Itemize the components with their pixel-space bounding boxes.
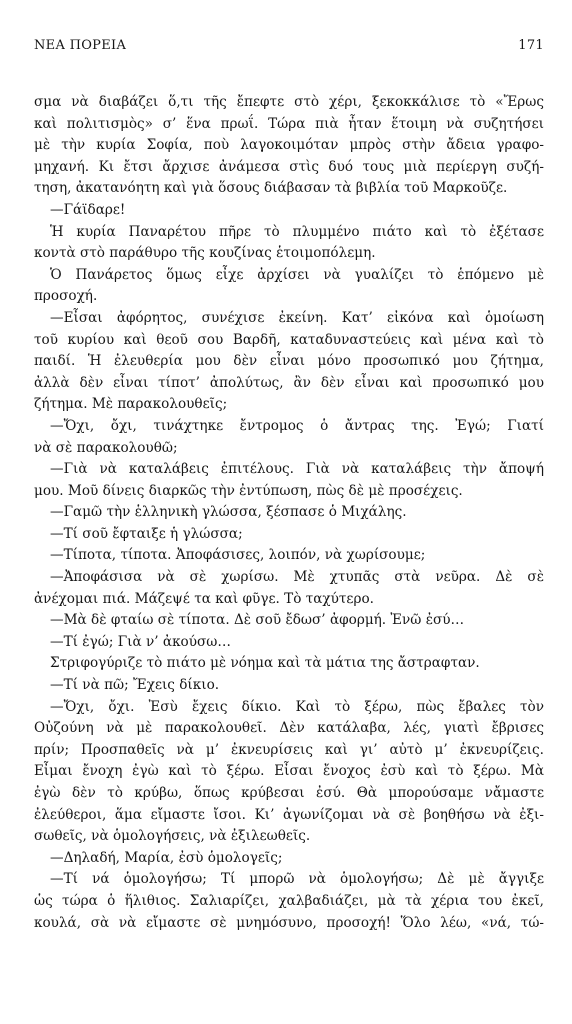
text-line: —Γάϊδαρε! [50,201,126,218]
text-line: Εἶμαι ἔνοχη ἐγὼ καὶ τὸ ξέρω. Εἶσαι ἔνοχος ἐσὺ καὶ τὸ ξέρω. Μὰ [34,763,544,780]
text-line: —Τί ἐγώ; Γιὰ ν’ ἀκούσω… [50,633,231,650]
text-line: κοντὰ στὸ παράθυρο τῆς κουζίνας ἑτοιμοπόλεμη. [34,245,376,262]
page-number: 171 [518,38,544,53]
text-line: —Μὰ δὲ φταίω σὲ τίποτα. Δὲ σοῦ ἔδωσ’ ἀφορμή. Ἐνῶ ἐσύ… [50,612,465,629]
text-line: —Τί νά ὁμολογήσω; Τί μπορῶ νὰ ὁμολογήσω; Δὲ μὲ ἄγγιξε [50,871,544,888]
text-line: ἐλεύθεροι, ἅμα εἴμαστε ἴσοι. Κι’ ἀγωνίζομαι νὰ σὲ βοηθήσω νὰ ἐξι- [34,806,544,823]
text-line: —Ἀποφάσισα νὰ σὲ χωρίσω. Μὲ χτυπᾶς στὰ νεῦρα. Δὲ σὲ [50,569,544,586]
text-line: πρίν; Προσπαθεῖς νὰ μ’ ἐκνευρίσεις καὶ γι’ αὐτὸ μ’ ἐκνευρίζεις. [34,741,544,758]
text-line: μηχανή. Κι ἔτσι ἄρχισε ἀνάμεσα στὶς δυό τους μιὰ περίεργη συζή- [34,158,544,175]
text-line: —Τί νὰ πῶ; Ἔχεις δίκιο. [50,677,220,694]
text-line: ἀνέχομαι πιά. Μάζεψέ τα καὶ φῦγε. Τὸ ταχύτερο. [34,590,374,607]
text-line: —Ὄχι, ὄχι. Ἐσὺ ἔχεις δίκιο. Καὶ τὸ ξέρω, πὼς ἔβαλες τὸν [50,698,544,715]
text-line: παιδί. Ἡ ἐλευθερία μου δὲν εἶναι μόνο προσωπικό μου ζήτημα, [34,353,544,370]
text-line: Ἡ κυρία Παναρέτου πῆρε τὸ πλυμμένο πιάτο καὶ τὸ ἐξέτασε [50,223,544,240]
text-line: καὶ πολιτισμὸς» σ’ ἕνα πρωΐ. Τώρα πιὰ ἦταν ἕτοιμη νὰ συζητήσει [34,115,544,132]
text-line: —Δηλαδή, Μαρία, ἐσὺ ὁμολογεῖς; [50,849,283,866]
text-line: σωθεῖς, νὰ ὁμολογήσεις, νὰ ἐξιλεωθεῖς. [34,828,311,845]
text-line: προσοχή. [34,288,98,305]
text-line: —Γιὰ νὰ καταλάβεις ἐπιτέλους. Γιὰ νὰ καταλάβεις τὴν ἄποψή [50,461,544,478]
text-line: ἐγὼ δὲν τὸ κρύβω, ὅπως κρύβεσαι ἐσύ. Θὰ μπορούσαμε νἄμαστε [34,785,544,801]
text-line: μὲ τὴν κυρία Σοφία, ποὺ λαγοκοιμόταν μπρὸς στὴν ἄδεια γραφο- [34,137,544,154]
text-line: —Τί σοῦ ἔφταιξε ἡ γλώσσα; [50,525,243,542]
text-line: τοῦ κυρίου καὶ θεοῦ σου Βαρδῆ, καταδυναστεύεις καὶ μένα καὶ τὸ [34,331,544,348]
running-head: ΝΕΑ ΠΟΡΕΙΑ [34,38,127,53]
text-line: —Γαμῶ τὴν ἑλληνικὴ γλώσσα, ξέσπασε ὁ Μιχάλης. [50,504,407,521]
text-line: ἀλλὰ δὲν εἶναι τίποτ’ ἀπολύτως, ἂν δὲν εἶναι καὶ προσωπικό μου [34,374,544,391]
text-line: Οὐζούνη νὰ μὲ παρακολουθεῖ. Δὲν κατάλαβα, λές, γιατὶ ἔβρισες [34,720,544,737]
page-header [34,38,544,60]
text-line: νὰ σὲ παρακολουθῶ; [34,439,178,456]
text-line: σμα νὰ διαβάζει ὅ,τι τῆς ἔπεφτε στὸ χέρι, ξεκοκκάλισε τὸ «Ἔρως [34,94,544,110]
text-line: —Εἶσαι ἀφόρητος, συνέχισε ἐκείνη. Κατ’ εἰκόνα καὶ ὁμοίωση [50,309,544,326]
text-line: —Ὄχι, ὄχι, τινάχτηκε ἔντρομος ὁ ἄντρας της. Ἐγώ; Γιατί [50,417,544,434]
text-line: τηση, ἀκατανόητη καὶ γιὰ ὅσους διάβασαν τὰ βιβλία τοῦ Μαρκοῦζε. [34,180,508,197]
body-text [34,92,544,934]
text-line: Ὁ Πανάρετος ὅμως εἶχε ἀρχίσει νὰ γυαλίζει τὸ ἑπόμενο μὲ [50,266,544,283]
text-line: Στριφογύριζε τὸ πιάτο μὲ νόημα καὶ τὰ μάτια της ἄστραφταν. [50,655,480,672]
text-line: ὡς τώρα ὁ ἥλιθιος. Σαλιαρίζει, χαλβαδιάζει, μὰ τὰ χέρια του ἐκεῖ, [34,892,544,909]
text-line: —Τίποτα, τίποτα. Ἀποφάσισες, λοιπόν, νὰ χωρίσουμε; [50,547,426,564]
text-line: ζήτημα. Μὲ παρακολουθεῖς; [34,396,228,413]
text-line: μου. Μοῦ δίνεις διαρκῶς τὴν ἐντύπωση, πὼς δὲ μὲ προσέχεις. [34,482,463,499]
text-line: κουλά, σὰ νὰ εἴμαστε σὲ μνημόσυνο, προσοχή! Ὅλο λέω, «νά, τώ- [34,914,544,931]
